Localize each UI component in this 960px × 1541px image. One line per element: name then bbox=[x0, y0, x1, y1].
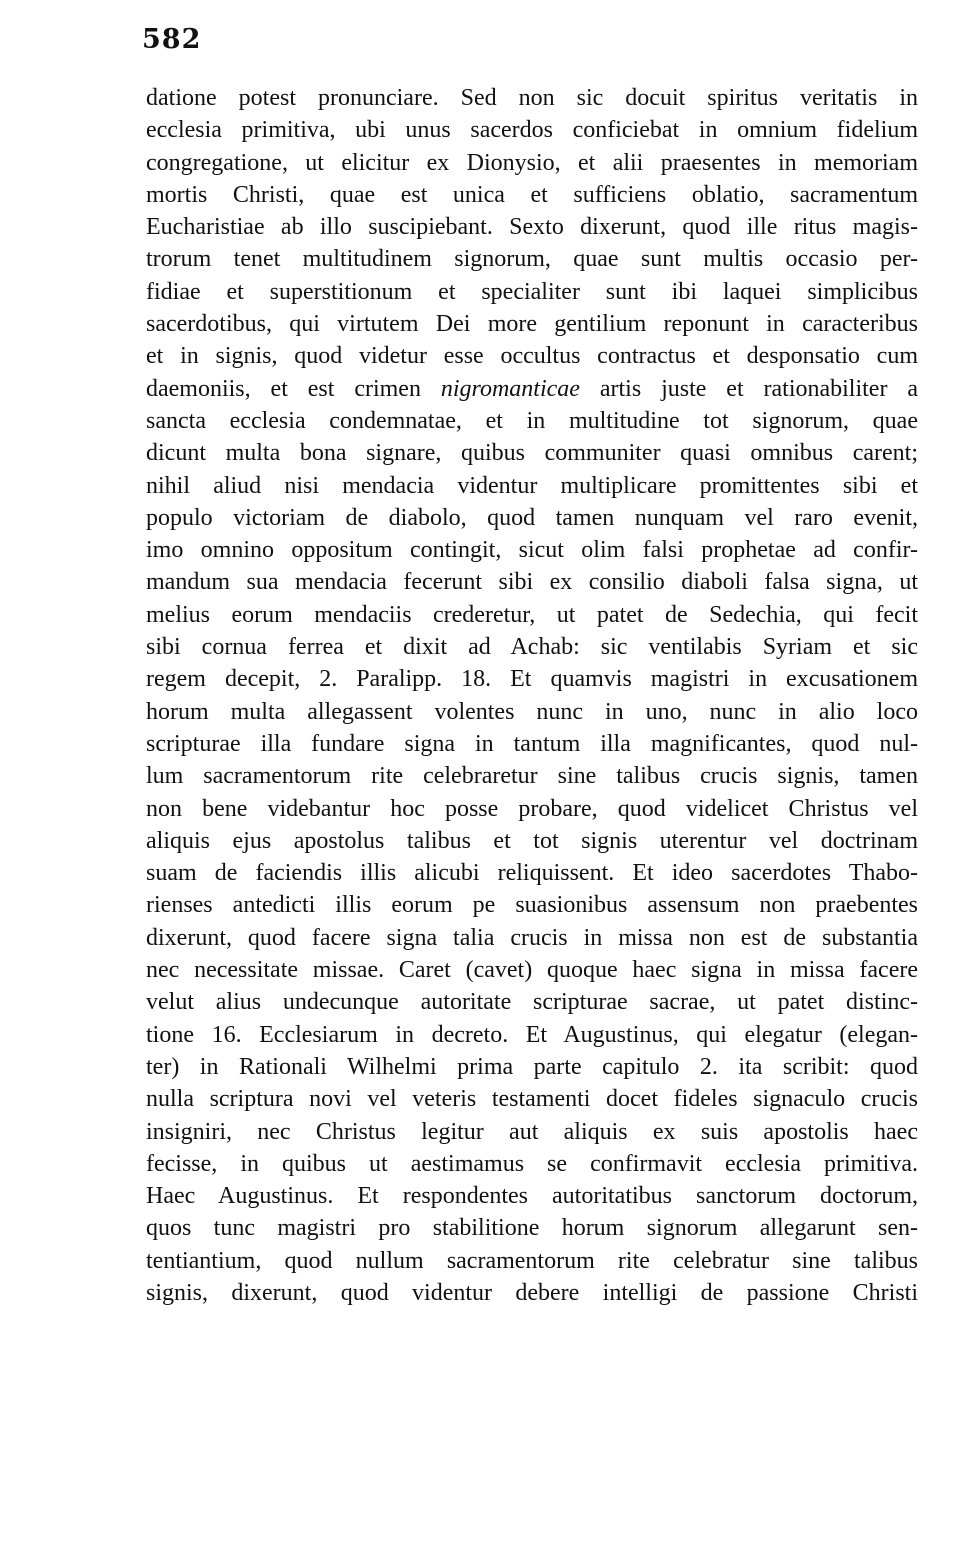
text-line: tione 16. Ecclesiarum in decreto. Et Augustinus, qui elegatur (elegan- bbox=[146, 1021, 918, 1048]
text-line: signis, dixerunt, quod videntur debere intelligi de passione Christi bbox=[146, 1279, 918, 1306]
text-line: dixerunt, quod facere signa talia crucis in missa non est de substantia bbox=[146, 924, 918, 951]
text-line: et in signis, quod videtur esse occultus contractus et desponsatio cum bbox=[146, 343, 918, 370]
text-line: imo omnino oppositum contingit, sicut olim falsi prophetae ad confir- bbox=[146, 537, 918, 564]
text-line: nulla scriptura novi vel veteris testamenti docet fideles signaculo crucis bbox=[146, 1086, 918, 1113]
text-line: tentiantium, quod nullum sacramentorum rite celebratur sine talibus bbox=[146, 1247, 918, 1274]
text-line: sibi cornua ferrea et dixit ad Achab: sic ventilabis Syriam et sic bbox=[146, 634, 918, 661]
text-line: ecclesia primitiva, ubi unus sacerdos conficiebat in omnium fidelium bbox=[146, 117, 918, 144]
text-line: aliquis ejus apostolus talibus et tot signis uterentur vel doctrinam bbox=[146, 827, 918, 854]
text-line: rienses antedicti illis eorum pe suasionibus assensum non praebentes bbox=[146, 892, 918, 919]
line-segment-before: daemoniis, et est crimen bbox=[146, 375, 441, 402]
text-line: melius eorum mendaciis crederetur, ut patet de Sedechia, qui fecit bbox=[146, 601, 918, 628]
page-number: 582 bbox=[142, 24, 202, 55]
text-line: nihil aliud nisi mendacia videntur multiplicare promittentes sibi et bbox=[146, 472, 918, 499]
text-line: non bene videbantur hoc posse probare, quod videlicet Christus vel bbox=[146, 795, 918, 822]
text-line: mortis Christi, quae est unica et sufficiens oblatio, sacramentum bbox=[146, 181, 918, 208]
text-line: sancta ecclesia condemnatae, et in multitudine tot signorum, quae bbox=[146, 407, 918, 434]
text-line: insigniri, nec Christus legitur aut aliquis ex suis apostolis haec bbox=[146, 1118, 918, 1145]
text-line: fecisse, in quibus ut aestimamus se confirmavit ecclesia primitiva. bbox=[146, 1150, 918, 1177]
text-line: scripturae illa fundare signa in tantum illa magnificantes, quod nul- bbox=[146, 730, 918, 757]
text-line: mandum sua mendacia fecerunt sibi ex consilio diaboli falsa signa, ut bbox=[146, 569, 918, 596]
text-line: quos tunc magistri pro stabilitione horum signorum allegarunt sen- bbox=[146, 1215, 918, 1242]
text-line: congregatione, ut elicitur ex Dionysio, et alii praesentes in memoriam bbox=[146, 149, 918, 176]
text-line: ter) in Rationali Wilhelmi prima parte capitulo 2. ita scribit: quod bbox=[146, 1053, 918, 1080]
text-line: Eucharistiae ab illo suscipiebant. Sexto dixerunt, quod ille ritus magis- bbox=[146, 214, 918, 241]
text-line-italic bbox=[146, 373, 918, 405]
text-line: populo victoriam de diabolo, quod tamen nunquam vel raro evenit, bbox=[146, 504, 918, 531]
body-text bbox=[146, 82, 918, 1309]
text-line: lum sacramentorum rite celebraretur sine talibus crucis signis, tamen bbox=[146, 763, 918, 790]
text-line: sacerdotibus, qui virtutem Dei more gentilium reponunt in caracteribus bbox=[146, 311, 918, 338]
text-line: suam de faciendis illis alicubi reliquissent. Et ideo sacerdotes Thabo- bbox=[146, 860, 918, 887]
text-line: fidiae et superstitionum et specialiter sunt ibi laquei simplicibus bbox=[146, 278, 918, 305]
text-line: trorum tenet multitudinem signorum, quae sunt multis occasio per- bbox=[146, 246, 918, 273]
text-line: datione potest pronunciare. Sed non sic docuit spiritus veritatis in bbox=[146, 85, 918, 111]
line-segment-after: artis juste et rationabiliter a bbox=[579, 375, 919, 402]
text-line: Haec Augustinus. Et respondentes autoritatibus sanctorum doctorum, bbox=[146, 1183, 918, 1210]
text-line: regem decepit, 2. Paralipp. 18. Et quamvis magistri in excusationem bbox=[146, 666, 918, 693]
italic-word: nigromanticae bbox=[440, 375, 580, 402]
text-line: dicunt multa bona signare, quibus communiter quasi omnibus carent; bbox=[146, 440, 918, 467]
text-line: nec necessitate missae. Caret (cavet) quoque haec signa in missa facere bbox=[146, 957, 918, 984]
text-line: horum multa allegassent volentes nunc in uno, nunc in alio loco bbox=[146, 698, 918, 725]
text-line: velut alius undecunque autoritate scripturae sacrae, ut patet distinc- bbox=[146, 989, 918, 1016]
